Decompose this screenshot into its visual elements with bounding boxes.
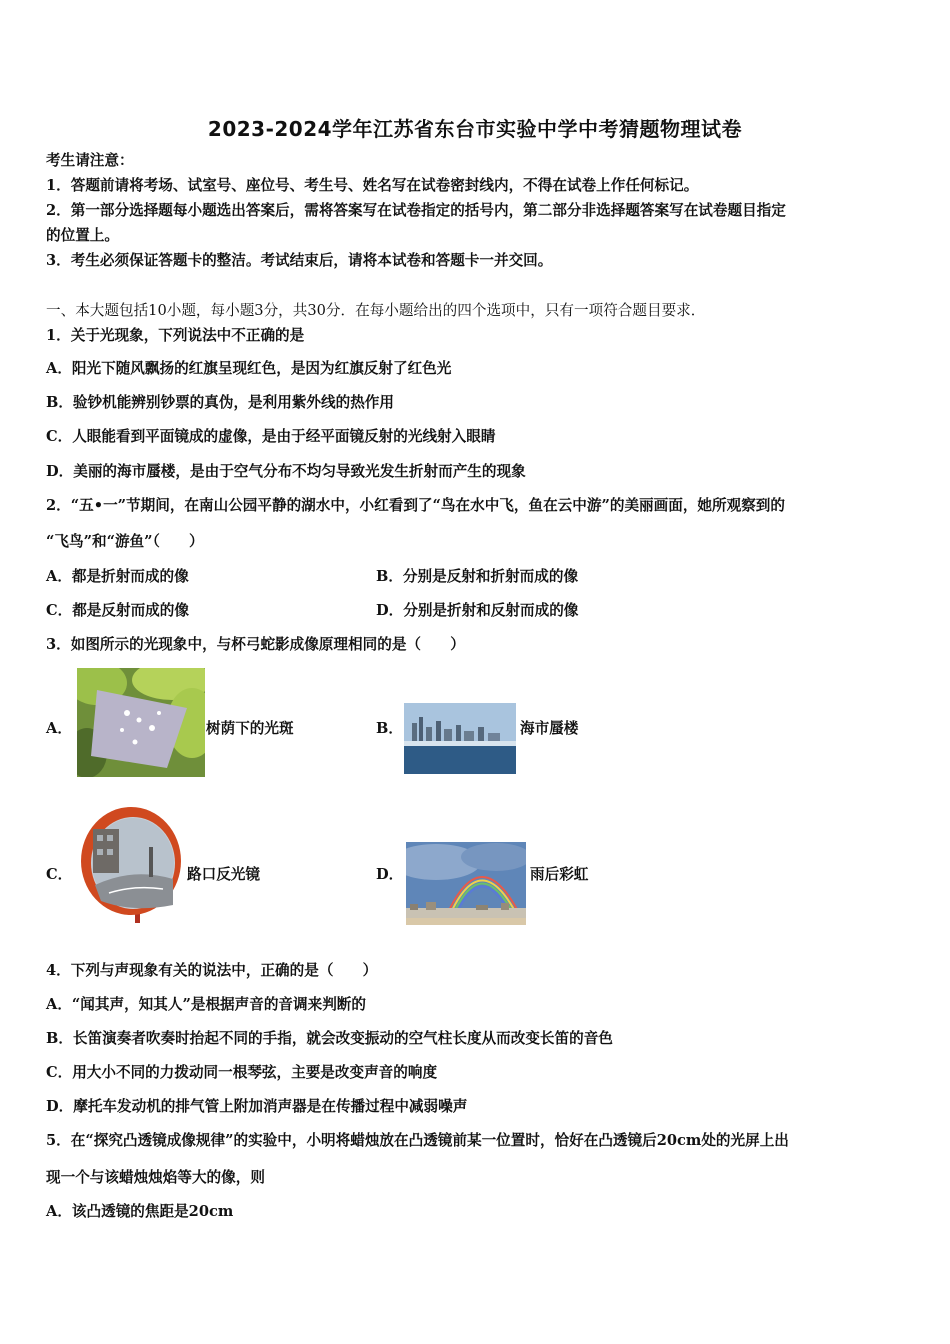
q5-option-a: A．该凸透镜的焦距是20cm: [46, 1203, 234, 1220]
notice-heading: 考生请注意：: [46, 152, 134, 169]
q2-option-a: A．都是折射而成的像: [46, 568, 189, 585]
notice-item-1: 1．答题前请将考场、试室号、座位号、考生号、姓名写在试卷密封线内，不得在试卷上作任何标记。: [46, 177, 699, 194]
q3-option-b-label: 海市蜃楼: [520, 720, 579, 737]
notice-item-2: 2．第一部分选择题每小题选出答案后，需将答案写在试卷指定的括号内，第二部分非选择题答案写在试卷题目指定: [46, 202, 786, 219]
q3-option-d-label: 雨后彩虹: [530, 866, 589, 883]
q3-option-c-label: 路口反光镜: [187, 866, 260, 883]
q4-option-c: C．用大小不同的力拨动同一根琴弦，主要是改变声音的响度: [46, 1064, 438, 1081]
q4-option-d: D．摩托车发动机的排气管上附加消声器是在传播过程中减弱噪声: [46, 1098, 468, 1115]
exam-title: 2023-2024学年江苏省东台市实验中学中考猜题物理试卷: [207, 117, 743, 141]
q1-option-c: C．人眼能看到平面镜成的虚像，是由于经平面镜反射的光线射入眼睛: [46, 428, 496, 445]
q4-option-b: B．长笛演奏者吹奏时抬起不同的手指，就会改变振动的空气柱长度从而改变长笛的音色: [46, 1030, 613, 1047]
q3-stem: 3．如图所示的光现象中，与杯弓蛇影成像原理相同的是（ ）: [46, 636, 465, 653]
q3-option-a-letter: A．: [46, 720, 72, 737]
q3-option-a-label: 树荫下的光斑: [206, 720, 294, 737]
q1-option-d: D．美丽的海市蜃楼，是由于空气分布不均匀导致光发生折射而产生的现象: [46, 463, 526, 480]
q1-option-b: B．验钞机能辨别钞票的真伪，是利用紫外线的热作用: [46, 394, 394, 411]
notice-item-2-cont: 的位置上。: [46, 227, 119, 244]
q2-stem: 2．“五•一”节期间，在南山公园平静的湖水中，小红看到了“鸟在水中飞，鱼在云中游”的美丽画面，她所观察到的: [46, 497, 785, 514]
q1-stem: 1．关于光现象，下列说法中不正确的是: [46, 327, 305, 344]
q2-stem-cont: “飞鸟”和“游鱼”（ ）: [46, 533, 204, 550]
rainbow-photo: [406, 842, 526, 925]
q4-option-a: A．“闻其声，知其人”是根据声音的音调来判断的: [46, 996, 366, 1013]
mirage-photo: [404, 703, 516, 774]
q2-option-c: C．都是反射而成的像: [46, 602, 189, 619]
notice-item-3: 3．考生必须保证答题卡的整洁。考试结束后，请将本试卷和答题卡一并交回。: [46, 252, 553, 269]
convex-mirror-photo: [79, 805, 184, 923]
q4-stem: 4．下列与声现象有关的说法中，正确的是（ ）: [46, 962, 378, 979]
q2-option-d: D．分别是折射和反射而成的像: [376, 602, 579, 619]
tree-shade-photo: [77, 668, 205, 777]
q3-option-d-letter: D．: [376, 866, 404, 883]
section-one-heading: 一、本大题包括10小题，每小题3分，共30分．在每小题给出的四个选项中，只有一项符合题目要求．: [46, 302, 706, 319]
q1-option-a: A．阳光下随风飘扬的红旗呈现红色，是因为红旗反射了红色光: [46, 360, 452, 377]
q2-option-b: B．分别是反射和折射而成的像: [376, 568, 579, 585]
q3-option-b-letter: B．: [376, 720, 403, 737]
q5-stem: 5．在“探究凸透镜成像规律”的实验中，小明将蜡烛放在凸透镜前某一位置时，恰好在凸透镜后20cm处的光屏上出: [46, 1132, 789, 1149]
q5-stem-cont: 现一个与该蜡烛烛焰等大的像，则: [46, 1169, 265, 1186]
q3-option-c-letter: C．: [46, 866, 73, 883]
